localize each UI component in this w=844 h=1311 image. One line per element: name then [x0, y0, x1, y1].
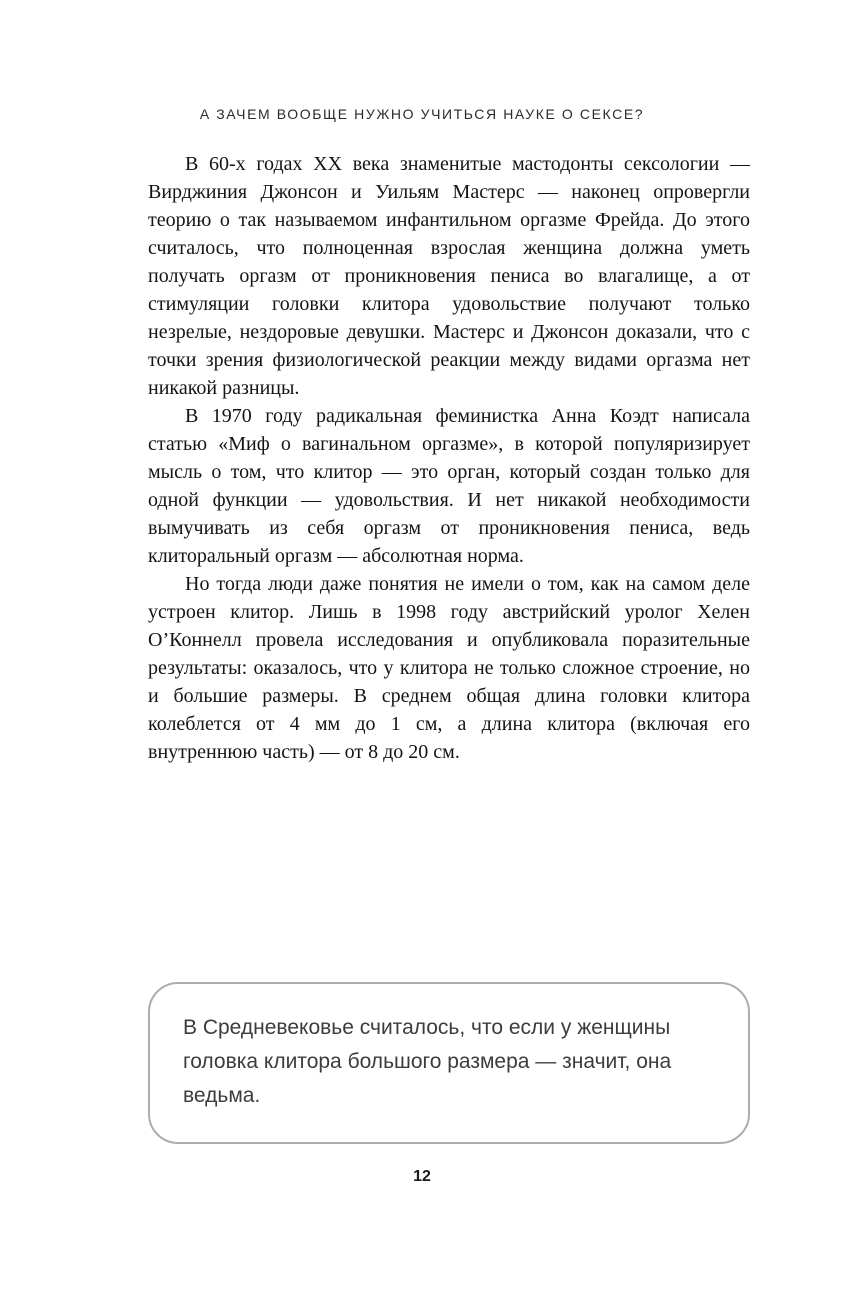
paragraph: В 60-х годах XX века знаменитые мастодонты сексологии — Вирджиния Джонсон и Уильям Мастерс — наконец опровергли теорию о так называемом инфантильном оргазме Фрейда. До этого считалось, что полноценная взрослая женщина должна уметь получать оргазм от проникновения пениса во влагалище, а от стимуляции головки клитора удовольствие получают только незрелые, нездоровые девушки. Мастерс и Джонсон доказали, что с точки зрения физиологической реакции между видами оргазма нет никакой разницы. [148, 153, 750, 399]
paragraph: В 1970 году радикальная феминистка Анна Коэдт написала статью «Миф о вагинальном оргазме», в которой популяризирует мысль о том, что клитор — это орган, который создан только для одной функции — удовольствия. И нет никакой необходимости вымучивать из себя оргазм от проникновения пениса, ведь клиторальный оргазм — абсолютная норма. [148, 405, 750, 567]
callout-box [148, 982, 750, 1144]
paragraph: Но тогда люди даже понятия не имели о том, как на самом деле устроен клитор. Лишь в 1998 году австрийский уролог Хелен О’Коннелл провела исследования и опубликовала поразительные результаты: оказалось, что у клитора не только сложное строение, но и большие размеры. В среднем общая длина головки клитора колеблется от 4 мм до 1 см, а длина клитора (включая его внутреннюю часть) — от 8 до 20 см. [148, 573, 750, 763]
page-number: 12 [413, 1168, 431, 1185]
callout-text: В Средневековье считалось, что если у женщины головка клитора большого размера — значит, она ведьма. [183, 1016, 672, 1107]
running-header: А ЗАЧЕМ ВООБЩЕ НУЖНО УЧИТЬСЯ НАУКЕ О СЕКСЕ? [199, 106, 645, 122]
body-text [148, 150, 750, 766]
